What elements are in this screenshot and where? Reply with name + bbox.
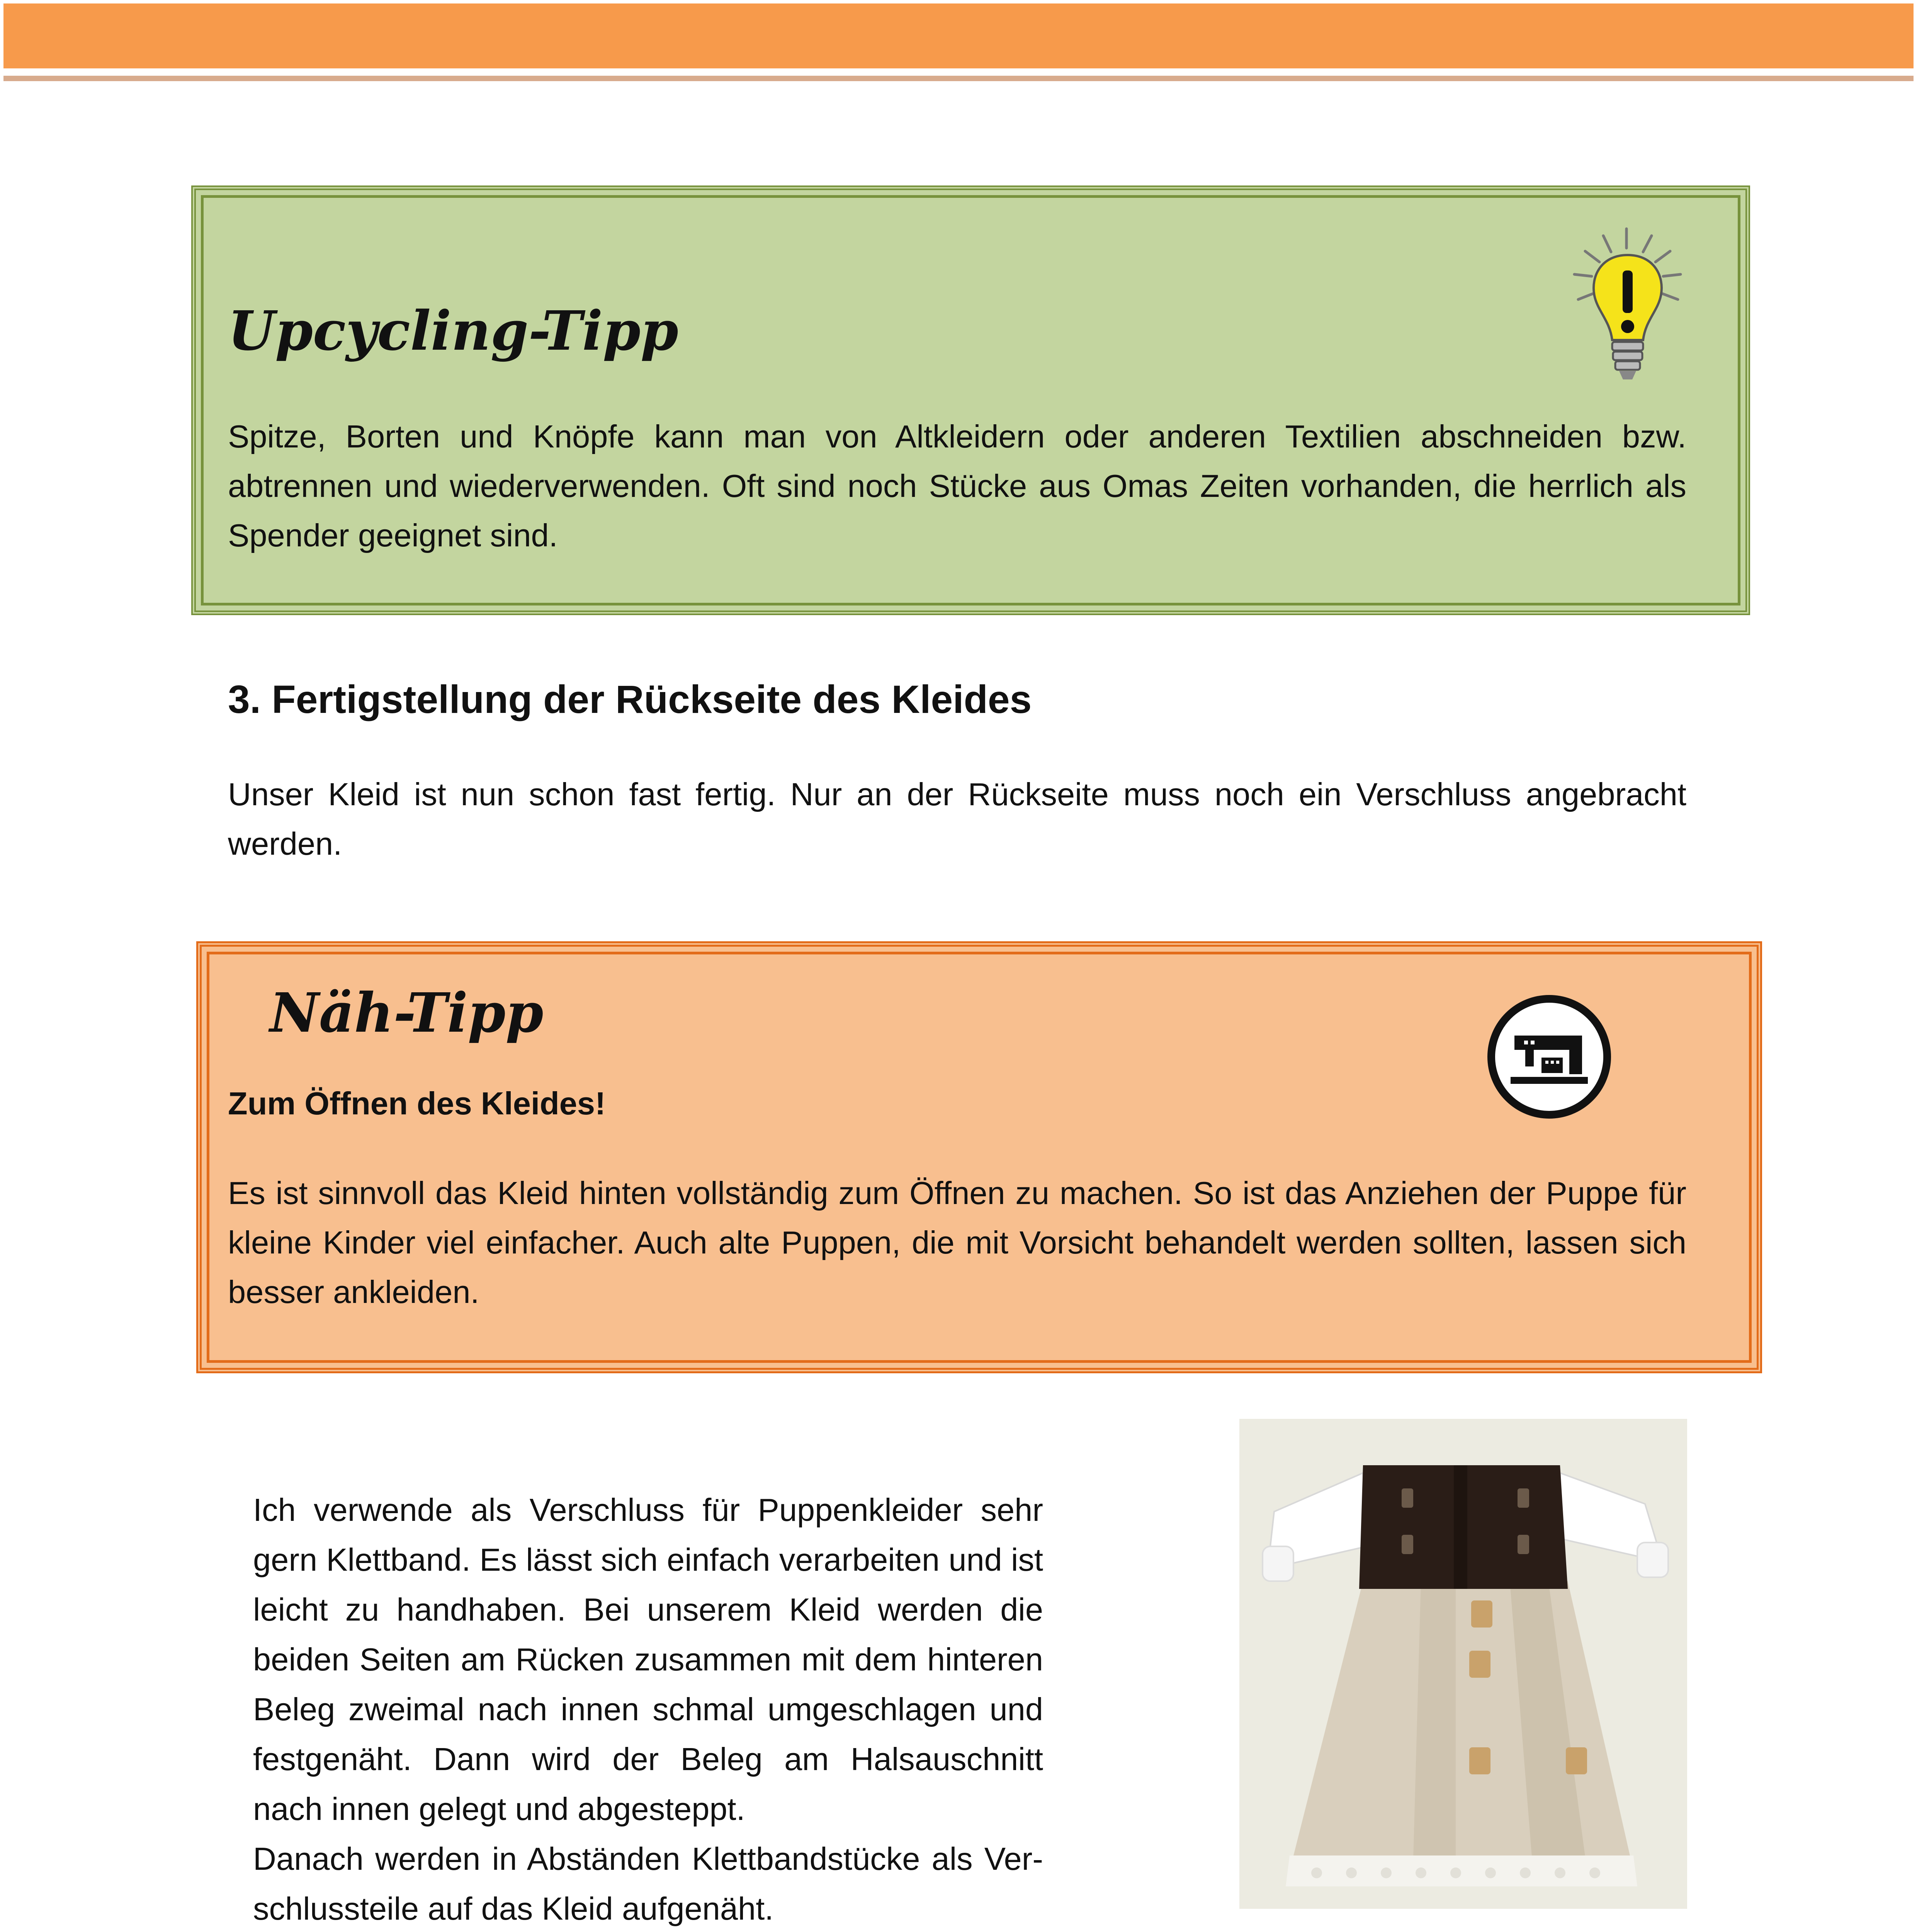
sewing-tip-text: Es ist sinnvoll das Kleid hinten vollständig zum Öffnen zu machen. So ist das Anziehen der Puppe für kleine Kinder viel einfacher. Auch alte Puppen, die mit Vorsicht behandelt werden sollten, lassen sich besser ankleiden. (228, 1175, 1686, 1310)
body-paragraph-1: Ich verwende als Verschluss für Puppenkleider sehr gern Klettband. Es lässt sich einfach verarbeiten und ist leicht zu handhaben. Bei unserem Kleid werden die beiden Seiten am Rücken zusammen mit dem hinteren Beleg zweimal nach innen schmal umgeschlagen und festgenäht. Dann wird der Beleg am Halsauschnitt nach innen gelegt und abgesteppt. (253, 1492, 1043, 1827)
header-band (3, 3, 1914, 68)
body-text (253, 1485, 1043, 1932)
sewing-machine-icon (1487, 995, 1611, 1119)
lightbulb-icon (1567, 224, 1690, 402)
header-rule (3, 76, 1914, 81)
sewing-tip-subtitle: Zum Öffnen des Kleides! (228, 1085, 606, 1121)
upcycling-tip-title: Upcycling-Tipp (228, 299, 678, 363)
dress-back-open-photo (1239, 1419, 1687, 1909)
upcycling-tip-text: Spitze, Borten und Knöpfe kann man von Altkleidern oder anderen Textilien abschneiden bzw. abtrennen und wiederverwenden. Oft sind noch Stücke aus Omas Zeiten vorhanden, die herrlich als Spender geeignet sind. (228, 418, 1686, 553)
section-heading: 3. Fertigstellung der Rückseite des Kleides (228, 677, 1032, 721)
section-intro: Unser Kleid ist nun schon fast fertig. Nur an der Rückseite muss noch ein Verschluss angebracht werden. (228, 776, 1686, 862)
body-paragraph-2: Danach werden in Abständen Klettbandstücke als Verschlussteile auf das Kleid aufgenäht. (253, 1841, 1043, 1927)
sewing-tip-title: Näh-Tipp (270, 981, 544, 1045)
